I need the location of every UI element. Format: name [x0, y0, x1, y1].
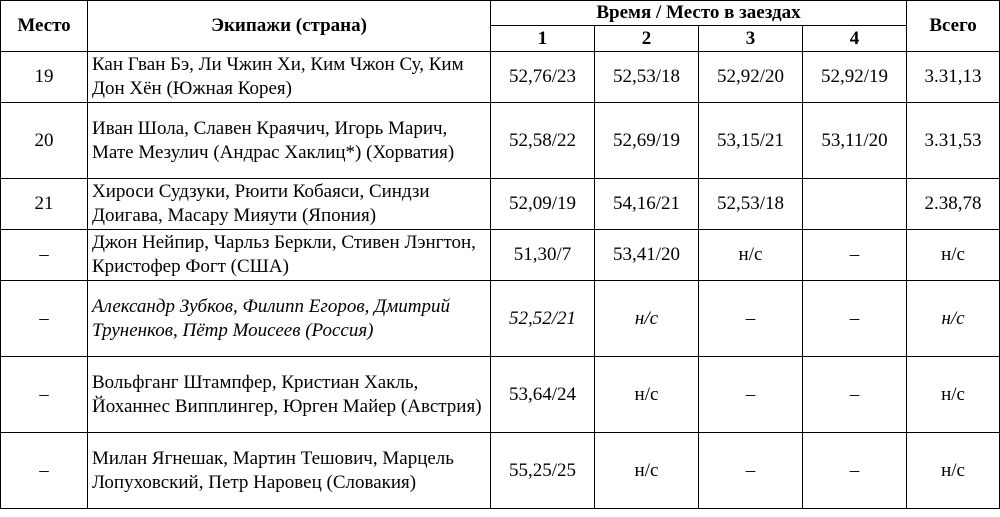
header-row — [1, 1, 1000, 26]
header-run-2: 2 — [595, 26, 699, 52]
row-run-1: 52,58/22 — [491, 103, 595, 179]
row-crew: Вольфганг Штампфер, Кристиан Хакль, Йоханнес Випплингер, Юрген Майер (Австрия) — [88, 357, 491, 433]
row-run-2: н/с — [595, 357, 699, 433]
row-place: – — [1, 281, 88, 357]
row-run-3: н/с — [699, 230, 803, 281]
row-run-4 — [803, 179, 907, 230]
row-run-2: 52,53/18 — [595, 52, 699, 103]
row-run-1: 55,25/25 — [491, 433, 595, 509]
row-run-1: 52,09/19 — [491, 179, 595, 230]
table-row — [1, 433, 1000, 509]
row-total: н/с — [907, 357, 1000, 433]
row-run-3: 52,92/20 — [699, 52, 803, 103]
row-run-2: н/с — [595, 433, 699, 509]
row-total: 2.38,78 — [907, 179, 1000, 230]
header-time-place: Время / Место в заездах — [491, 1, 907, 26]
row-crew: Джон Нейпир, Чарльз Беркли, Стивен Лэнгтон, Кристофер Фогт (США) — [88, 230, 491, 281]
header-total: Всего — [907, 1, 1000, 52]
row-crew: Александр Зубков, Филипп Егоров, Дмитрий Труненков, Пётр Моисеев (Россия) — [88, 281, 491, 357]
row-run-4: – — [803, 230, 907, 281]
row-run-4: – — [803, 433, 907, 509]
table-row — [1, 179, 1000, 230]
row-run-1: 52,76/23 — [491, 52, 595, 103]
row-crew: Милан Ягнешак, Мартин Тешович, Марцель Лопуховский, Петр Наровец (Словакия) — [88, 433, 491, 509]
row-run-4: 52,92/19 — [803, 52, 907, 103]
row-place: – — [1, 433, 88, 509]
row-place: – — [1, 357, 88, 433]
row-total: 3.31,13 — [907, 52, 1000, 103]
row-run-2: 53,41/20 — [595, 230, 699, 281]
row-run-2: 54,16/21 — [595, 179, 699, 230]
row-total: н/с — [907, 281, 1000, 357]
header-run-3: 3 — [699, 26, 803, 52]
row-run-1: 53,64/24 — [491, 357, 595, 433]
row-run-2: н/с — [595, 281, 699, 357]
table-row — [1, 357, 1000, 433]
row-run-3: – — [699, 433, 803, 509]
table-row — [1, 103, 1000, 179]
row-run-3: 53,15/21 — [699, 103, 803, 179]
header-place: Место — [1, 1, 88, 52]
row-place: 20 — [1, 103, 88, 179]
header-run-4: 4 — [803, 26, 907, 52]
row-place: – — [1, 230, 88, 281]
row-run-3: – — [699, 357, 803, 433]
row-run-2: 52,69/19 — [595, 103, 699, 179]
row-place: 21 — [1, 179, 88, 230]
row-run-4: – — [803, 357, 907, 433]
header-crews: Экипажи (страна) — [88, 1, 491, 52]
row-crew: Хироси Судзуки, Рюити Кобаяси, Синдзи Доигава, Масару Мияути (Япония) — [88, 179, 491, 230]
row-total: н/с — [907, 230, 1000, 281]
row-place: 19 — [1, 52, 88, 103]
row-total: н/с — [907, 433, 1000, 509]
table-row — [1, 281, 1000, 357]
table-row — [1, 230, 1000, 281]
row-run-4: – — [803, 281, 907, 357]
row-run-3: 52,53/18 — [699, 179, 803, 230]
table-row — [1, 52, 1000, 103]
header-run-1: 1 — [491, 26, 595, 52]
row-run-1: 51,30/7 — [491, 230, 595, 281]
row-crew: Иван Шола, Славен Краячич, Игорь Марич, Мате Мезулич (Андрас Хаклиц*) (Хорватия) — [88, 103, 491, 179]
row-run-4: 53,11/20 — [803, 103, 907, 179]
row-run-3: – — [699, 281, 803, 357]
row-run-1: 52,52/21 — [491, 281, 595, 357]
row-crew: Кан Гван Бэ, Ли Чжин Хи, Ким Чжон Су, Ким Дон Хён (Южная Корея) — [88, 52, 491, 103]
row-total: 3.31,53 — [907, 103, 1000, 179]
